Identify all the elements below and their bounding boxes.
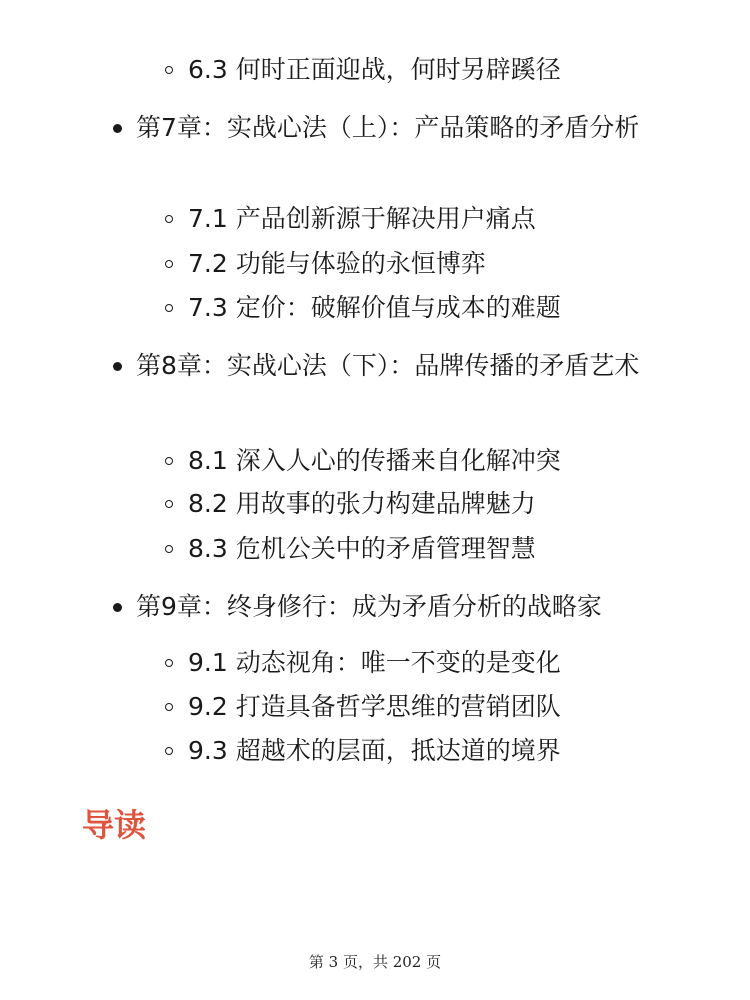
page-footer: 第 3 页，共 202 页 xyxy=(308,953,442,971)
hollow-circle-bullet-icon xyxy=(165,747,173,755)
toc-section-9-2 xyxy=(188,689,561,725)
toc-section-7-2 xyxy=(188,246,486,282)
toc-section-8-1 xyxy=(188,443,561,479)
toc-section-text: 8.2 用故事的张力构建品牌魅力 xyxy=(188,489,536,518)
hollow-circle-bullet-icon xyxy=(165,215,173,223)
toc-section-9-1 xyxy=(188,645,561,681)
toc-section-text: 6.3 何时正面迎战，何时另辟蹊径 xyxy=(188,55,561,84)
hollow-circle-bullet-icon xyxy=(165,66,173,74)
toc-chapter-7 xyxy=(136,110,676,146)
toc-chapter-text: 第8章：实战心法（下）：品牌传播的矛盾艺术 xyxy=(136,351,640,380)
filled-circle-bullet-icon xyxy=(113,362,122,371)
toc-section-text: 9.2 打造具备哲学思维的营销团队 xyxy=(188,692,561,721)
toc-chapter-text: 第7章：实战心法（上）：产品策略的矛盾分析 xyxy=(136,113,640,142)
hollow-circle-bullet-icon xyxy=(165,457,173,465)
toc-section-text: 7.2 功能与体验的永恒博弈 xyxy=(188,249,486,278)
toc-chapter-9 xyxy=(136,589,676,625)
toc-section-9-3 xyxy=(188,733,561,769)
toc-section-6-3 xyxy=(188,52,561,88)
hollow-circle-bullet-icon xyxy=(165,545,173,553)
toc-section-text: 7.3 定价：破解价值与成本的难题 xyxy=(188,293,561,322)
toc-section-text: 9.1 动态视角：唯一不变的是变化 xyxy=(188,648,561,677)
toc-chapter-8 xyxy=(136,348,676,384)
toc-section-text: 9.3 超越术的层面，抵达道的境界 xyxy=(188,736,561,765)
toc-section-text: 8.3 危机公关中的矛盾管理智慧 xyxy=(188,534,536,563)
hollow-circle-bullet-icon xyxy=(165,659,173,667)
toc-section-text: 7.1 产品创新源于解决用户痛点 xyxy=(188,204,536,233)
toc-chapter-text: 第9章：终身修行：成为矛盾分析的战略家 xyxy=(136,592,602,621)
hollow-circle-bullet-icon xyxy=(165,260,173,268)
toc-section-text: 8.1 深入人心的传播来自化解冲突 xyxy=(188,446,561,475)
toc-section-7-3 xyxy=(188,290,561,326)
filled-circle-bullet-icon xyxy=(113,124,122,133)
hollow-circle-bullet-icon xyxy=(165,703,173,711)
filled-circle-bullet-icon xyxy=(113,603,122,612)
hollow-circle-bullet-icon xyxy=(165,304,173,312)
toc-section-8-3 xyxy=(188,531,536,567)
section-heading: 导读 xyxy=(82,806,147,844)
toc-section-8-2 xyxy=(188,486,536,522)
hollow-circle-bullet-icon xyxy=(165,500,173,508)
toc-section-7-1 xyxy=(188,201,536,237)
